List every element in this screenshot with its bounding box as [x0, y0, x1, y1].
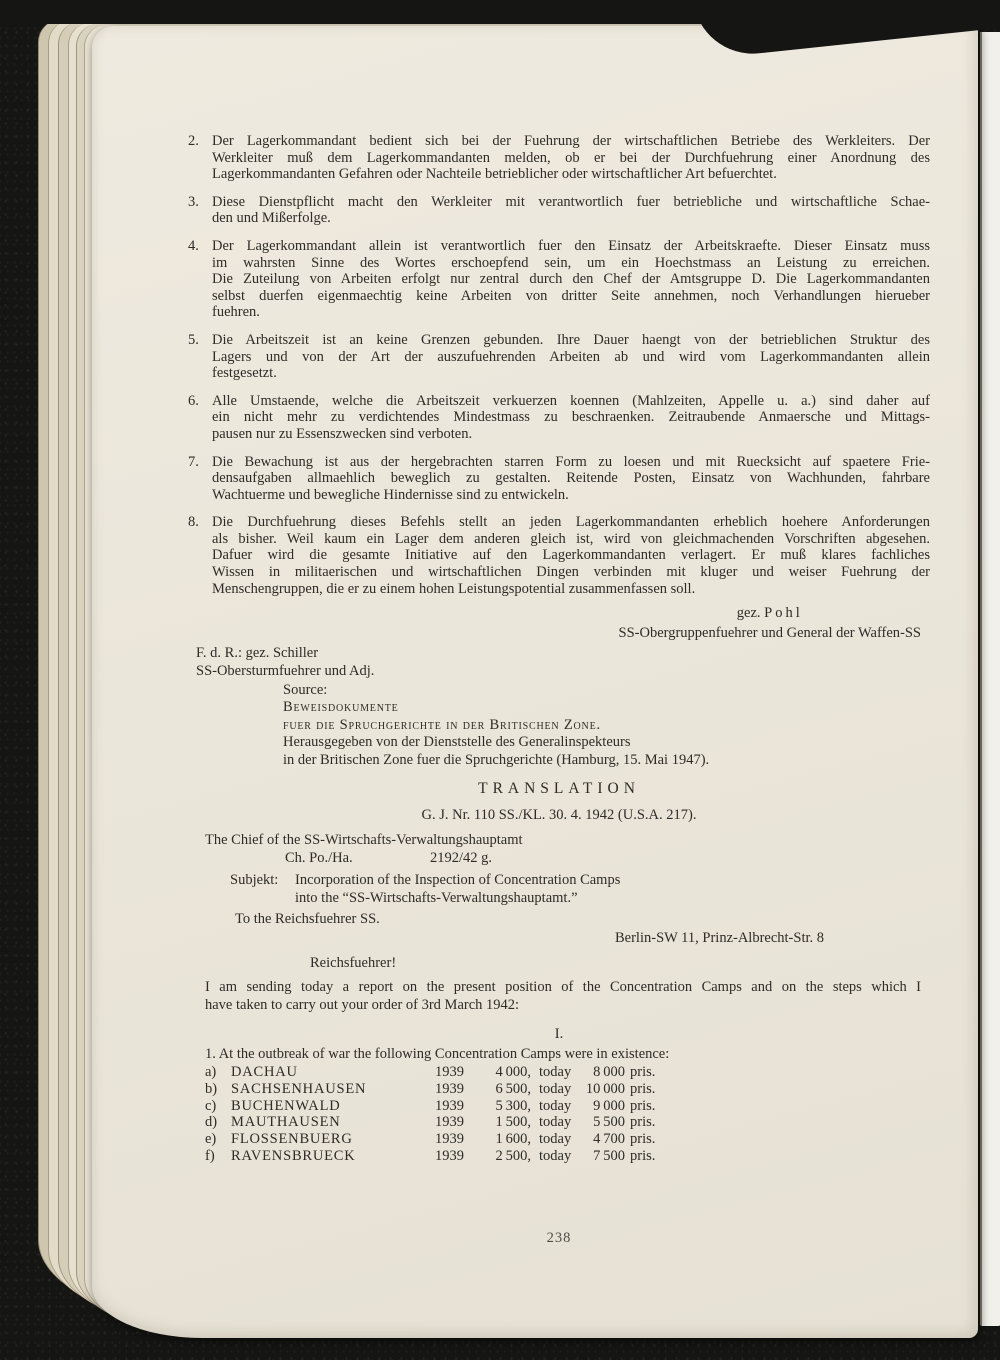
text-line: Die Durchfuehrung dieses Befehls stellt an jeden Lagerkommandanten erheblich hoehere Anforderungen	[212, 514, 930, 531]
camp-name: FLOSSENBUERG	[231, 1131, 353, 1148]
camp-today-label: today	[539, 1131, 572, 1148]
text-line: Lagerkommandanten Gefahren oder Nachteile betrieblicher oder wirtschaftlicher Art befuerchtet.	[212, 166, 777, 183]
sender-reference	[205, 850, 523, 868]
item-text	[212, 332, 930, 382]
camp-letter: e)	[205, 1131, 217, 1148]
camp-row	[205, 1081, 665, 1098]
subject-lines	[295, 872, 620, 907]
camp-count-1939: 4 000,	[495, 1064, 531, 1080]
camp-count-1939: 6 500,	[495, 1080, 531, 1097]
camp-name: DACHAU	[231, 1064, 298, 1080]
camp-letter: b)	[205, 1080, 218, 1097]
camp-row	[205, 1064, 665, 1081]
numbered-item	[188, 332, 930, 382]
page-number: 238	[546, 1230, 572, 1246]
item-number: 3.	[188, 193, 199, 210]
camp-year: 1939	[435, 1147, 464, 1164]
item-text	[212, 514, 930, 597]
camp-count-today: 8 000	[593, 1064, 625, 1080]
camp-name: SACHSENHAUSEN	[231, 1080, 367, 1097]
sender-block	[205, 832, 523, 867]
item-text	[212, 194, 930, 227]
text-line: Wachtuerme und bewegliche Hindernisse sind zu entwickeln.	[212, 486, 569, 503]
numbered-item	[188, 454, 930, 504]
text-line: ein nicht mehr zu verdichtendes Mindestmass zu beschraenken. Zeitraubende Anmaersche und Mittags-	[212, 409, 930, 426]
camp-unit: pris.	[630, 1064, 656, 1080]
addressee-line: To the Reichsfuehrer SS.	[235, 911, 380, 927]
item-text	[212, 238, 930, 321]
camp-unit: pris.	[630, 1097, 656, 1114]
text-line: fuer die Spruchgerichte in der Britischen Zone.	[283, 716, 601, 733]
text-line: Alle Umstaende, welche die Arbeitszeit verkuerzen koennen (Mahlzeiten, Appelle u. a.) sind daher auf	[212, 392, 930, 409]
item-number: 7.	[188, 453, 199, 470]
camp-name: RAVENSBRUECK	[231, 1147, 356, 1164]
numbered-item	[188, 393, 930, 443]
document-reference: G. J. Nr. 110 SS./KL. 30. 4. 1942 (U.S.A. 217).	[421, 807, 697, 823]
camp-unit: pris.	[630, 1080, 656, 1097]
camp-count-1939: 5 300,	[495, 1097, 531, 1114]
camp-name: MAUTHAUSEN	[231, 1114, 341, 1131]
camp-letter: f)	[205, 1147, 215, 1164]
signature-line	[619, 603, 921, 623]
source-label: Source:	[283, 682, 328, 698]
numbered-item	[188, 194, 930, 227]
text-line: den und Mißerfolge.	[212, 210, 331, 227]
attestation-block	[196, 645, 374, 680]
place-line: Berlin-SW 11, Prinz-Albrecht-Str. 8	[615, 930, 825, 946]
text-line: im wahrsten Sinne des Wortes erschoepfend sein, um ein Hoechstmass an Leistung zu erreichen.	[212, 254, 930, 271]
camp-today-label: today	[539, 1114, 572, 1131]
item-text	[212, 393, 930, 443]
camp-count-1939: 1 500,	[495, 1114, 531, 1131]
subject-label: Subjekt:	[230, 872, 279, 888]
text-line: densaufgaben allmaehlich beweglich zu gestalten. Reitende Posten, Einsatz von Wachhunden, fahrbare	[212, 470, 930, 487]
camp-today-label: today	[539, 1147, 572, 1164]
camp-unit: pris.	[630, 1147, 656, 1164]
text-line: festgesetzt.	[212, 365, 277, 382]
text-line: Wissen in militaerischen und wirtschaftlichen Dingen verbinden mit kluger und weiser Fuehrung der	[212, 564, 930, 581]
camps-list-intro: 1. At the outbreak of war the following Concentration Camps were in existence:	[205, 1046, 670, 1062]
camp-year: 1939	[435, 1064, 464, 1080]
numbered-list	[188, 133, 930, 608]
subject-line1: Incorporation of the Inspection of Concentration Camps	[295, 872, 621, 888]
camp-today-label: today	[539, 1064, 572, 1080]
sender-ref-left: Ch. Po./Ha.	[285, 849, 353, 866]
text-line: have taken to carry out your order of 3rd March 1942:	[205, 996, 520, 1013]
text-line: Menschengruppen, die er zu einem hohen Leistungspotential zusammenfassen soll.	[212, 580, 696, 597]
camp-today-label: today	[539, 1097, 572, 1114]
camp-count-1939: 2 500,	[495, 1147, 531, 1164]
text-line: selbst duerfen eigenmaechtig keine Arbeiten von dritter Seite annehmen, noch Verhandlungen hierueber	[212, 287, 930, 304]
text-line: fuehren.	[212, 304, 260, 321]
page-content	[188, 26, 930, 1338]
intro-paragraph	[205, 979, 921, 1014]
item-number: 5.	[188, 331, 199, 348]
camp-today-label: today	[539, 1080, 572, 1097]
camp-name: BUCHENWALD	[231, 1097, 341, 1114]
text-line: Dafuer wird die gesamte Initiative auf den Lagerkommandanten verlagert. Er muß klares fachliches	[212, 547, 930, 564]
text-line: in der Britischen Zone fuer die Spruchgerichte (Hamburg, 15. Mai 1947).	[283, 751, 710, 768]
camp-row	[205, 1131, 665, 1148]
subject-block	[230, 872, 620, 907]
facing-page-edge	[980, 32, 1000, 1326]
text-line: I am sending today a report on the present position of the Concentration Camps and on the steps which I	[205, 979, 921, 995]
sender-line: The Chief of the SS-Wirtschafts-Verwaltungshauptamt	[205, 832, 523, 848]
camp-year: 1939	[435, 1097, 464, 1114]
text-line: Der Lagerkommandant bedient sich bei der Fuehrung der wirtschaftlichen Betriebe des Werkleiters. Der	[212, 133, 930, 149]
translation-heading: TRANSLATION	[478, 780, 640, 797]
camp-row	[205, 1098, 665, 1115]
signature-title: SS-Obergruppenfuehrer und General der Waffen-SS	[618, 625, 921, 641]
source-block	[283, 682, 709, 769]
camp-letter: c)	[205, 1097, 217, 1114]
text-line: Werkleiter muß dem Lagerkommandanten melden, ob er bei der Durchfuehrung einer Anordnung des	[212, 149, 930, 166]
item-number: 6.	[188, 392, 199, 409]
camp-row	[205, 1114, 665, 1131]
item-number: 4.	[188, 237, 199, 254]
item-number: 2.	[188, 133, 199, 149]
text-line: Diese Dienstpflicht macht den Werkleiter mit verantwortlich fuer betriebliche und wirtschaftliche Schae-	[212, 193, 930, 210]
numbered-item	[188, 514, 930, 597]
item-text	[212, 133, 930, 183]
text-line: Beweisdokumente	[283, 699, 399, 716]
camp-count-today: 5 500	[593, 1114, 625, 1131]
section-numeral: I.	[554, 1026, 564, 1042]
source-lines	[283, 699, 709, 769]
camp-year: 1939	[435, 1114, 464, 1131]
camp-count-today: 9 000	[593, 1097, 625, 1114]
attestation-line1: F. d. R.: gez. Schiller	[196, 645, 319, 661]
text-line: Herausgegeben von der Dienststelle des Generalinspekteurs	[283, 734, 631, 751]
camp-year: 1939	[435, 1080, 464, 1097]
numbered-item	[188, 238, 930, 321]
camp-year: 1939	[435, 1131, 464, 1148]
subject-line2: into the “SS-Wirtschafts-Verwaltungshauptamt.”	[295, 889, 578, 906]
book-page	[92, 26, 978, 1338]
text-line: als bisher. Weil kaum ein Lager dem anderen gleich ist, wird von gleichmachenden Vorschriften abgesehen.	[212, 530, 930, 547]
camp-count-today: 4 700	[593, 1131, 625, 1148]
text-line: Lagers und von der Art der auszufuehrenden Arbeiten ab und wird vom Lagerkommandanten allein	[212, 348, 930, 365]
camp-letter: a)	[205, 1064, 217, 1080]
camp-count-today: 10 000	[585, 1080, 625, 1097]
text-line: pausen nur zu Essenszwecken sind verboten.	[212, 425, 473, 442]
camp-row	[205, 1148, 665, 1165]
attestation-line2: SS-Obersturmfuehrer und Adj.	[196, 662, 375, 679]
sender-ref-right: 2192/42 g.	[430, 849, 493, 866]
signature-block	[619, 603, 921, 643]
salutation: Reichsfuehrer!	[310, 955, 397, 971]
signature-name: Pohl	[764, 605, 803, 621]
text-line: Die Zuteilung von Arbeiten erfolgt nur zentral durch den Chef der Amtsgruppe D. Die Lagerkommandanten	[212, 271, 930, 288]
camp-count-today: 7 500	[593, 1147, 625, 1164]
item-number: 8.	[188, 514, 199, 531]
camp-unit: pris.	[630, 1131, 656, 1148]
item-text	[212, 454, 930, 504]
signature-prefix: gez.	[736, 605, 761, 621]
camps-table	[205, 1064, 665, 1165]
camp-count-1939: 1 600,	[495, 1131, 531, 1148]
camp-unit: pris.	[630, 1114, 656, 1131]
text-line: Die Bewachung ist aus der hergebrachten starren Form zu loesen und mit Ruecksicht auf spaetere Frie-	[212, 453, 930, 470]
text-line: Die Arbeitszeit ist an keine Grenzen gebunden. Ihre Dauer haengt von der betrieblichen Struktur des	[212, 331, 930, 348]
text-line: Der Lagerkommandant allein ist verantwortlich fuer den Einsatz der Arbeitskraefte. Dieser Einsatz muss	[212, 237, 930, 254]
numbered-item	[188, 133, 930, 183]
camp-letter: d)	[205, 1114, 218, 1131]
